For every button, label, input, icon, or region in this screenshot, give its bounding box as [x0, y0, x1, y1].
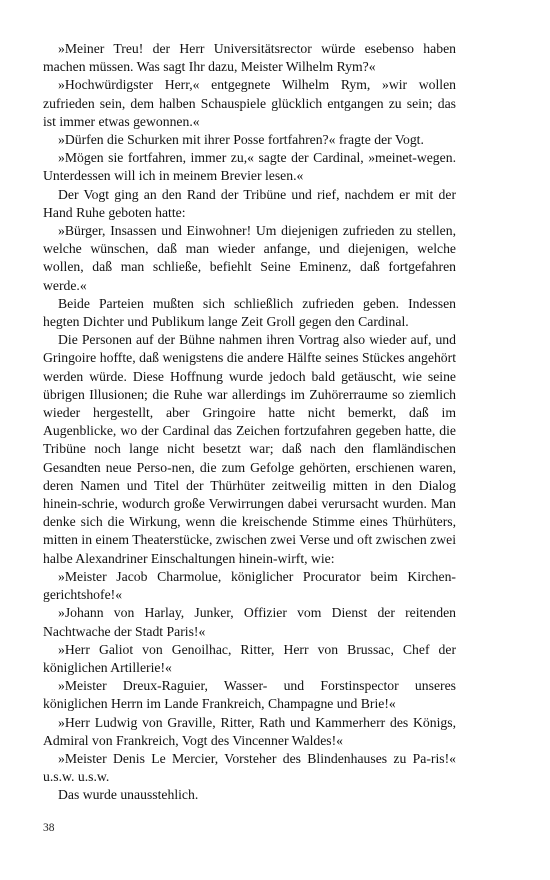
paragraph: »Dürfen die Schurken mit ihrer Posse fortfahren?« fragte der Vogt.: [58, 132, 424, 148]
paragraph: »Meister Dreux-Raguier, Wasser- und Forstinspector unseres königlichen Herrn im Lande Frankreich, Champagne und Brie!«: [43, 678, 456, 712]
paragraph: »Herr Galiot von Genoilhac, Ritter, Herr von Brussac, Chef der königlichen Artillerie!«: [43, 641, 456, 675]
paragraph: »Mögen sie fortfahren, immer zu,« sagte der Cardinal, »meinet-wegen. Unterdessen will ich in meinem Brevier lesen.«: [43, 150, 456, 184]
paragraph: Das wurde unausstehlich.: [58, 787, 199, 803]
paragraph: »Meister Jacob Charmolue, königlicher Procurator beim Kirchen-gerichtshofe!«: [43, 568, 456, 603]
page-body: [43, 40, 456, 805]
page-number: 38: [43, 822, 55, 834]
paragraph: Beide Parteien mußten sich schließlich zufrieden geben. Indessen hegten Dichter und Publikum lange Zeit Groll gegen den Cardinal.: [43, 295, 456, 330]
paragraph: Der Vogt ging an den Rand der Tribüne und rief, nachdem er mit der Hand Ruhe geboten hatte:: [43, 186, 456, 220]
paragraph: »Meiner Treu! der Herr Universitätsrector würde esebenso haben machen müssen. Was sagt Ihr dazu, Meister Wilhelm Rym?«: [43, 41, 456, 75]
paragraph: »Bürger, Insassen und Einwohner! Um diejenigen zufrieden zu stellen, welche wünschen, daß man wieder anfange, und diejenigen, welche wollen, daß man schließe, befiehlt Seine Eminenz, daß fortgefahren werde.«: [43, 223, 456, 293]
paragraph: »Meister Denis Le Mercier, Vorsteher des Blindenhauses zu Pa-ris!« u.s.w. u.s.w.: [43, 750, 456, 785]
paragraph: »Hochwürdigster Herr,« entgegnete Wilhelm Rym, »wir wollen zufrieden sein, dem halben Schauspiele glücklich entgangen zu sein; das ist immer etwas gewonnen.«: [43, 77, 456, 129]
paragraph: Die Personen auf der Bühne nahmen ihren Vortrag also wieder auf, und Gringoire hoffte, daß wenigstens die andere Hälfte seines Stückes angehört werden würde. Diese Hoffnung wurde jedoch bald getäuscht, wie seine übrigen Illusionen; die Ruhe war allerdings im Zuhörerraume so ziemlich wieder hergestellt, aber Gringoire hatte nicht bemerkt, daß im Augenblicke, wo der Cardinal das Zeichen fortzufahren gegeben hatte, die Tribüne noch lange nicht besetzt war; daß nach den flamländischen Gesandten neue Perso-nen, die zum Gefolge gehörten, erschienen waren, deren Namen und Titel der Thürhüter zeitweilig mitten in den Dialog hinein-schrie, wodurch große Verwirrungen dabei verursacht wurden. Man denke sich die Wirkung, wenn die kreischende Stimme eines Thürhüters, mitten in einem Theaterstücke, zwischen zwei Verse und oft zwischen zwei halbe Alexandriner Einschaltungen hinein-wirft, wie:: [43, 332, 456, 566]
paragraph: »Johann von Harlay, Junker, Offizier vom Dienst der reitenden Nachtwache der Stadt Paris!«: [43, 605, 456, 639]
paragraph: »Herr Ludwig von Graville, Ritter, Rath und Kammerherr des Königs, Admiral von Frankreich, Vogt des Vincenner Waldes!«: [43, 714, 456, 748]
